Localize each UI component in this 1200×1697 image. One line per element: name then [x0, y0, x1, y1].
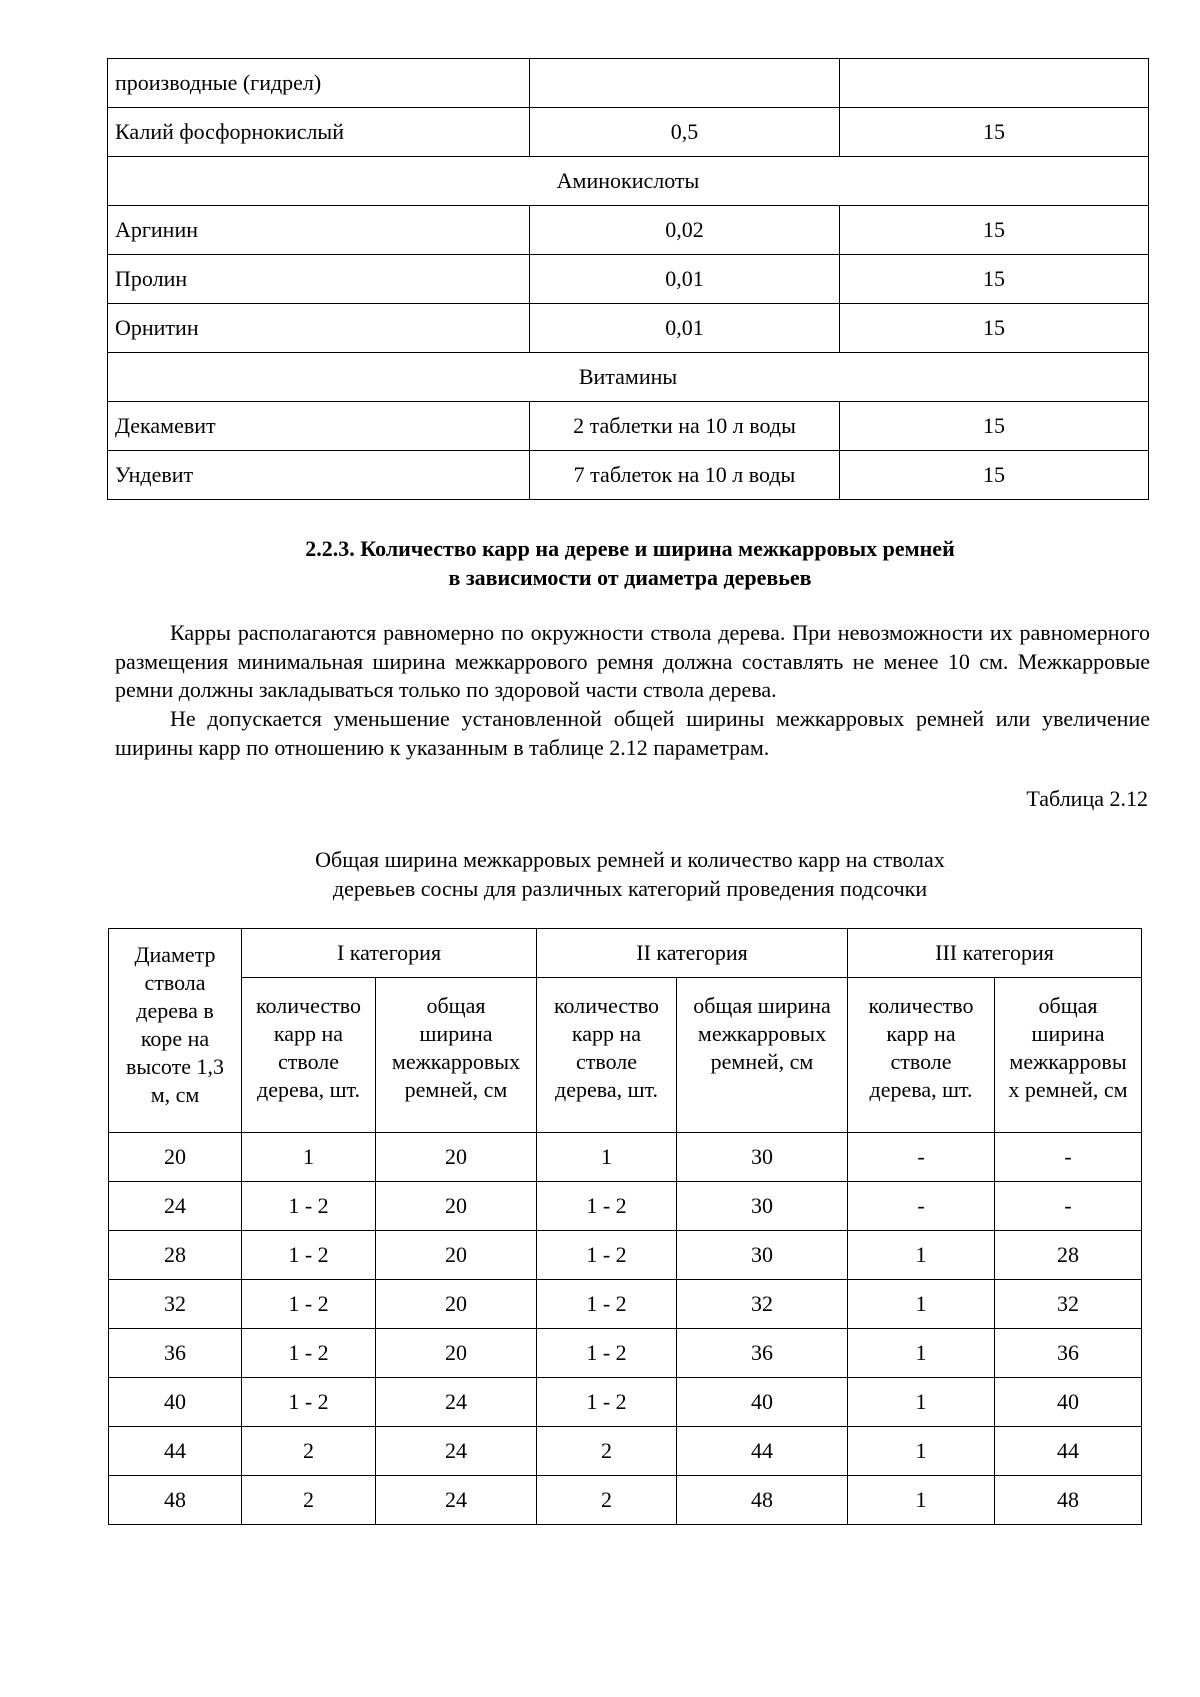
term-cell: 15 — [840, 255, 1149, 304]
paragraph-2: Не допускается уменьшение установленной общей ширины межкарровых ремней или увеличение ширины карр по отношению к указанным в таблице 2.12 параметрам. — [115, 706, 1150, 760]
width-cat3-cell: 36 — [995, 1329, 1142, 1378]
substance-name: Пролин — [108, 255, 530, 304]
width-cat1-cell: 20 — [376, 1280, 537, 1329]
width-cat2-cell: 44 — [677, 1427, 848, 1476]
header-width-cat1-text — [376, 992, 536, 1104]
header-line: общая — [426, 993, 486, 1018]
header-line: м, см — [150, 1082, 200, 1107]
count-cat3-cell: 1 — [848, 1329, 995, 1378]
header-width-cat2 — [677, 978, 848, 1133]
count-cat2-cell: 2 — [537, 1427, 677, 1476]
diameter-cell: 36 — [109, 1329, 242, 1378]
header-category-2: II категория — [537, 929, 848, 978]
width-cat1-cell: 24 — [376, 1378, 537, 1427]
header-line: ширина — [419, 1021, 493, 1046]
count-cat1-cell: 1 - 2 — [242, 1231, 376, 1280]
table-2-12-body — [109, 1133, 1142, 1525]
header-line: количество — [553, 993, 660, 1018]
header-count-cat2-text — [537, 992, 676, 1104]
paragraph-1: Карры располагаются равномерно по окружности ствола дерева. При невозможности их равномерного размещения минимальная ширина межкаррового ремня должна составлять не менее 10 см. Межкарровые ремни должны закладываться только по здоровой части ствола дерева. — [115, 620, 1150, 702]
width-cat3-cell: - — [995, 1182, 1142, 1231]
header-width-cat1 — [376, 978, 537, 1133]
table-row — [109, 1427, 1142, 1476]
table-2-12 — [108, 928, 1142, 1525]
header-category-1: I категория — [242, 929, 537, 978]
header-line: стволе — [890, 1049, 952, 1074]
count-cat2-cell: 2 — [537, 1476, 677, 1525]
header-count-cat1 — [242, 978, 376, 1133]
width-cat1-cell: 20 — [376, 1182, 537, 1231]
group-title: Аминокислоты — [108, 157, 1149, 206]
header-line: коре на — [140, 1026, 210, 1051]
header-line: высоте 1,3 — [125, 1054, 225, 1079]
width-cat2-cell: 40 — [677, 1378, 848, 1427]
table-row — [109, 1378, 1142, 1427]
dose-cell: 0,5 — [530, 108, 840, 157]
table-number: Таблица 2.12 — [1026, 786, 1148, 811]
count-cat3-cell: 1 — [848, 1231, 995, 1280]
diameter-cell: 44 — [109, 1427, 242, 1476]
dose-cell: 0,01 — [530, 304, 840, 353]
group-row — [108, 157, 1149, 206]
table-row — [108, 206, 1149, 255]
term-cell — [840, 59, 1149, 108]
table-row — [109, 1329, 1142, 1378]
count-cat2-cell: 1 - 2 — [537, 1231, 677, 1280]
count-cat3-cell: - — [848, 1182, 995, 1231]
header-line: общая ширина — [693, 993, 831, 1018]
group-title: Витамины — [108, 353, 1149, 402]
substance-name: Аргинин — [108, 206, 530, 255]
width-cat2-cell: 30 — [677, 1231, 848, 1280]
section-heading-line1: 2.2.3. Количество карр на дереве и ширина межкарровых ремней — [305, 536, 955, 561]
top-table-body — [108, 59, 1149, 500]
count-cat2-cell: 1 - 2 — [537, 1329, 677, 1378]
table-caption-line2: деревьев сосны для различных категорий проведения подсочки — [332, 875, 928, 901]
term-cell: 15 — [840, 402, 1149, 451]
term-cell: 15 — [840, 304, 1149, 353]
header-line: стволе — [277, 1049, 340, 1074]
width-cat1-cell: 20 — [376, 1133, 537, 1182]
substance-name: производные (гидрел) — [108, 59, 530, 108]
diameter-cell: 24 — [109, 1182, 242, 1231]
header-line: общая — [1038, 993, 1098, 1018]
table-caption — [0, 846, 1200, 903]
width-cat2-cell: 30 — [677, 1182, 848, 1231]
table-row — [108, 59, 1149, 108]
dose-cell — [530, 59, 840, 108]
table-2-12-header — [109, 929, 1142, 1133]
term-cell: 15 — [840, 206, 1149, 255]
header-line: ремней, см — [710, 1049, 814, 1074]
count-cat1-cell: 1 - 2 — [242, 1329, 376, 1378]
dose-cell: 2 таблетки на 10 л воды — [530, 402, 840, 451]
count-cat2-cell: 1 - 2 — [537, 1182, 677, 1231]
dose-cell: 0,02 — [530, 206, 840, 255]
diameter-cell: 40 — [109, 1378, 242, 1427]
header-width-cat3 — [995, 978, 1142, 1133]
diameter-cell: 48 — [109, 1476, 242, 1525]
header-count-cat1-text — [242, 992, 375, 1104]
substance-name: Декамевит — [108, 402, 530, 451]
count-cat2-cell: 1 - 2 — [537, 1280, 677, 1329]
table-row — [108, 451, 1149, 500]
header-count-cat3-text — [848, 992, 994, 1104]
header-line: ремней, см — [404, 1077, 508, 1102]
width-cat2-cell: 32 — [677, 1280, 848, 1329]
header-line: Диаметр — [134, 942, 216, 967]
header-line: ствола — [144, 970, 206, 995]
table-row — [109, 1133, 1142, 1182]
section-heading-line2: в зависимости от диаметра деревьев — [448, 565, 812, 590]
substance-name: Ундевит — [108, 451, 530, 500]
count-cat3-cell: 1 — [848, 1378, 995, 1427]
count-cat3-cell: 1 — [848, 1427, 995, 1476]
header-count-cat2 — [537, 978, 677, 1133]
header-width-cat2-text — [677, 992, 847, 1076]
width-cat2-cell: 48 — [677, 1476, 848, 1525]
table-row — [108, 402, 1149, 451]
section-heading — [0, 534, 1200, 592]
table-row — [109, 1231, 1142, 1280]
group-row — [108, 353, 1149, 402]
table-row — [109, 1182, 1142, 1231]
dose-cell: 0,01 — [530, 255, 840, 304]
header-line: межкарровых — [391, 1049, 521, 1074]
table-row — [108, 255, 1149, 304]
header-line: дерева в — [136, 998, 214, 1023]
count-cat1-cell: 1 - 2 — [242, 1182, 376, 1231]
count-cat1-cell: 1 - 2 — [242, 1378, 376, 1427]
width-cat3-cell: 44 — [995, 1427, 1142, 1476]
width-cat1-cell: 24 — [376, 1427, 537, 1476]
table-caption-line1: Общая ширина межкарровых ремней и количество карр на стволах — [315, 847, 945, 872]
header-line: дерева, шт. — [555, 1077, 658, 1102]
table-row — [108, 108, 1149, 157]
count-cat1-cell: 2 — [242, 1476, 376, 1525]
header-diameter — [109, 929, 242, 1133]
count-cat1-cell: 2 — [242, 1427, 376, 1476]
header-width-cat3-text — [995, 992, 1141, 1104]
header-line: количество — [868, 993, 974, 1018]
width-cat1-cell: 24 — [376, 1476, 537, 1525]
header-line: дерева, шт. — [257, 1077, 360, 1102]
header-line: количество — [255, 993, 362, 1018]
diameter-cell: 32 — [109, 1280, 242, 1329]
width-cat3-cell: 48 — [995, 1476, 1142, 1525]
header-line: х ремней, см — [1008, 1077, 1128, 1102]
term-cell: 15 — [840, 108, 1149, 157]
header-line: межкарровых — [697, 1021, 827, 1046]
table-row — [109, 1476, 1142, 1525]
diameter-cell: 28 — [109, 1231, 242, 1280]
width-cat3-cell: 40 — [995, 1378, 1142, 1427]
header-line: ширина — [1031, 1021, 1105, 1046]
top-table — [107, 58, 1149, 500]
width-cat3-cell: 28 — [995, 1231, 1142, 1280]
count-cat3-cell: 1 — [848, 1476, 995, 1525]
header-line: стволе — [575, 1049, 638, 1074]
count-cat3-cell: - — [848, 1133, 995, 1182]
width-cat1-cell: 20 — [376, 1329, 537, 1378]
count-cat1-cell: 1 — [242, 1133, 376, 1182]
header-count-cat3 — [848, 978, 995, 1133]
width-cat2-cell: 30 — [677, 1133, 848, 1182]
diameter-cell: 20 — [109, 1133, 242, 1182]
count-cat1-cell: 1 - 2 — [242, 1280, 376, 1329]
width-cat2-cell: 36 — [677, 1329, 848, 1378]
count-cat2-cell: 1 — [537, 1133, 677, 1182]
header-line: карр на — [571, 1021, 642, 1046]
width-cat1-cell: 20 — [376, 1231, 537, 1280]
header-diameter-lines — [109, 941, 241, 1109]
substance-name: Орнитин — [108, 304, 530, 353]
table-row — [109, 1280, 1142, 1329]
count-cat2-cell: 1 - 2 — [537, 1378, 677, 1427]
width-cat3-cell: 32 — [995, 1280, 1142, 1329]
table-row — [108, 304, 1149, 353]
header-line: карр на — [886, 1021, 956, 1046]
header-category-3: III категория — [848, 929, 1142, 978]
header-line: дерева, шт. — [869, 1077, 973, 1102]
dose-cell: 7 таблеток на 10 л воды — [530, 451, 840, 500]
substance-name: Калий фосфорнокислый — [108, 108, 530, 157]
header-line: карр на — [273, 1021, 344, 1046]
header-line: межкарровы — [1009, 1049, 1127, 1074]
count-cat3-cell: 1 — [848, 1280, 995, 1329]
width-cat3-cell: - — [995, 1133, 1142, 1182]
term-cell: 15 — [840, 451, 1149, 500]
